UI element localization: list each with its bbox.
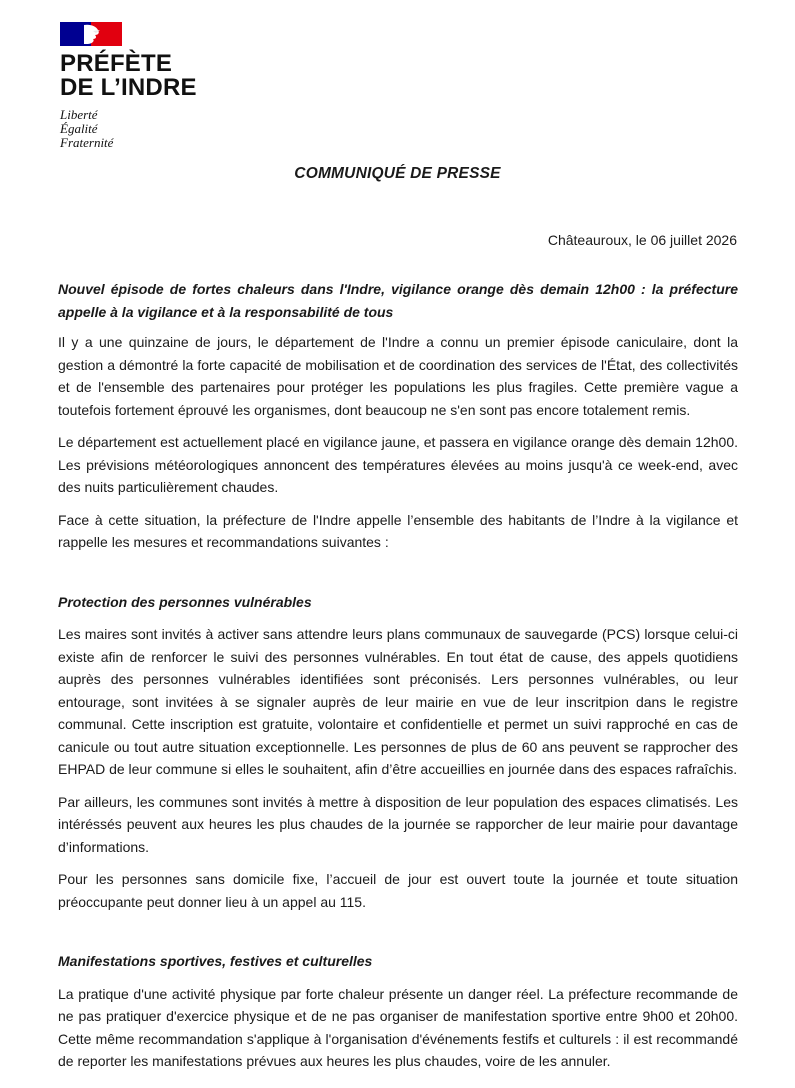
motto-liberte: Liberté [60,107,98,122]
document-title: COMMUNIQUÉ DE PRESSE [294,165,501,182]
motto-egalite: Égalité [60,121,98,136]
headline: Nouvel épisode de fortes chaleurs dans l'Indre, vigilance orange dès demain 12h00 : la préfecture appelle à la vigilance et à la responsabilité de tous [58,281,738,320]
republic-flag-icon [60,22,122,46]
document-date: Châteauroux, le 06 juillet 2026 [547,232,737,248]
motto-fraternite: Fraternité [60,135,114,150]
section-heading-vulnerable: Protection des personnes vulnérables [58,593,312,610]
section1-paragraph-2: Par ailleurs, les communes sont invités à mettre à disposition de leur population des espaces climatisés. Les intéréssés peuvent aux heures les plus chaudes de la journée se rapporcher de leur mairie pour davantage d’informations. [58,793,738,855]
marianne-icon [60,22,122,46]
intro-paragraph-2: Le département est actuellement placé en vigilance jaune, et passera en vigilance orange dès demain 12h00. Les prévisions météorologiques annoncent des températures élevées au moins jusqu'à ce week-end, avec des nuits particulièrement chaudes. [58,434,738,495]
intro-paragraph-1: Il y a une quinzaine de jours, le département de l'Indre a connu un premier épisode caniculaire, dont la gestion a démontré la forte capacité de mobilisation et de coordination des services de l'État, des collectivités et de l'ensemble des partenaires pour protéger les populations les plus fragiles. Cette première vague a toutefois fortement éprouvé les organismes, dont beaucoup ne s'en sont pas encore totalement remis. [58,334,738,418]
section1-paragraph-1: Les maires sont invités à activer sans attendre leurs plans communaux de sauvegarde (PCS) lorsque celui-ci existe afin de renforcer le suivi des personnes vulnérables. En tout état de cause, des appels quotidiens auprès des personnes vulnérables identifiées sont préconisés. Lers personnes vulnérables, ou leur entourage, sont invitées à se signaler auprès de leur mairie en vue de leur inscritpion dans le registre communal. Cette inscription est gratuite, volontaire et confidentielle et permet un suivi rapproché en cas de canicule ou tout autre situation exceptionnelle. Les personnes de plus de 60 ans peuvent se rapprocher des EHPAD de leur commune si elles le souhaitent, afin d’être accueillies en journée dans des espaces rafraîchis. [58,626,738,777]
prefecture-name [60,52,197,100]
document-body [58,278,738,1083]
prefecture-name-line2: DE L’INDRE [60,74,197,101]
prefecture-logo [60,22,197,150]
section1-paragraph-3: Pour les personnes sans domicile fixe, l’accueil de jour est ouvert toute la journée et toute situation préoccupante peut donner lieu à un appel au 115. [58,871,738,910]
section-heading-events: Manifestations sportives, festives et culturelles [58,953,373,969]
intro-paragraph-3: Face à cette situation, la préfecture de l'Indre appelle l’ensemble des habitants de l’Indre à la vigilance et rappelle les mesures et recommandations suivantes : [58,511,738,550]
prefecture-name-line1: PRÉFÈTE [60,50,173,77]
republic-motto [60,108,197,150]
section2-paragraph-1: La pratique d'une activité physique par forte chaleur présente un danger réel. La préfecture recommande de ne pas pratiquer d'exercice physique et de ne pas organiser de manifestation sportive entre 9h00 et 20h00. Cette même recommandation s'applique à l'organisation d'événements festifs et culturels : il est recommandé de reporter les manifestations prévues aux heures les plus chaudes, voire de les annuler. [58,985,738,1069]
